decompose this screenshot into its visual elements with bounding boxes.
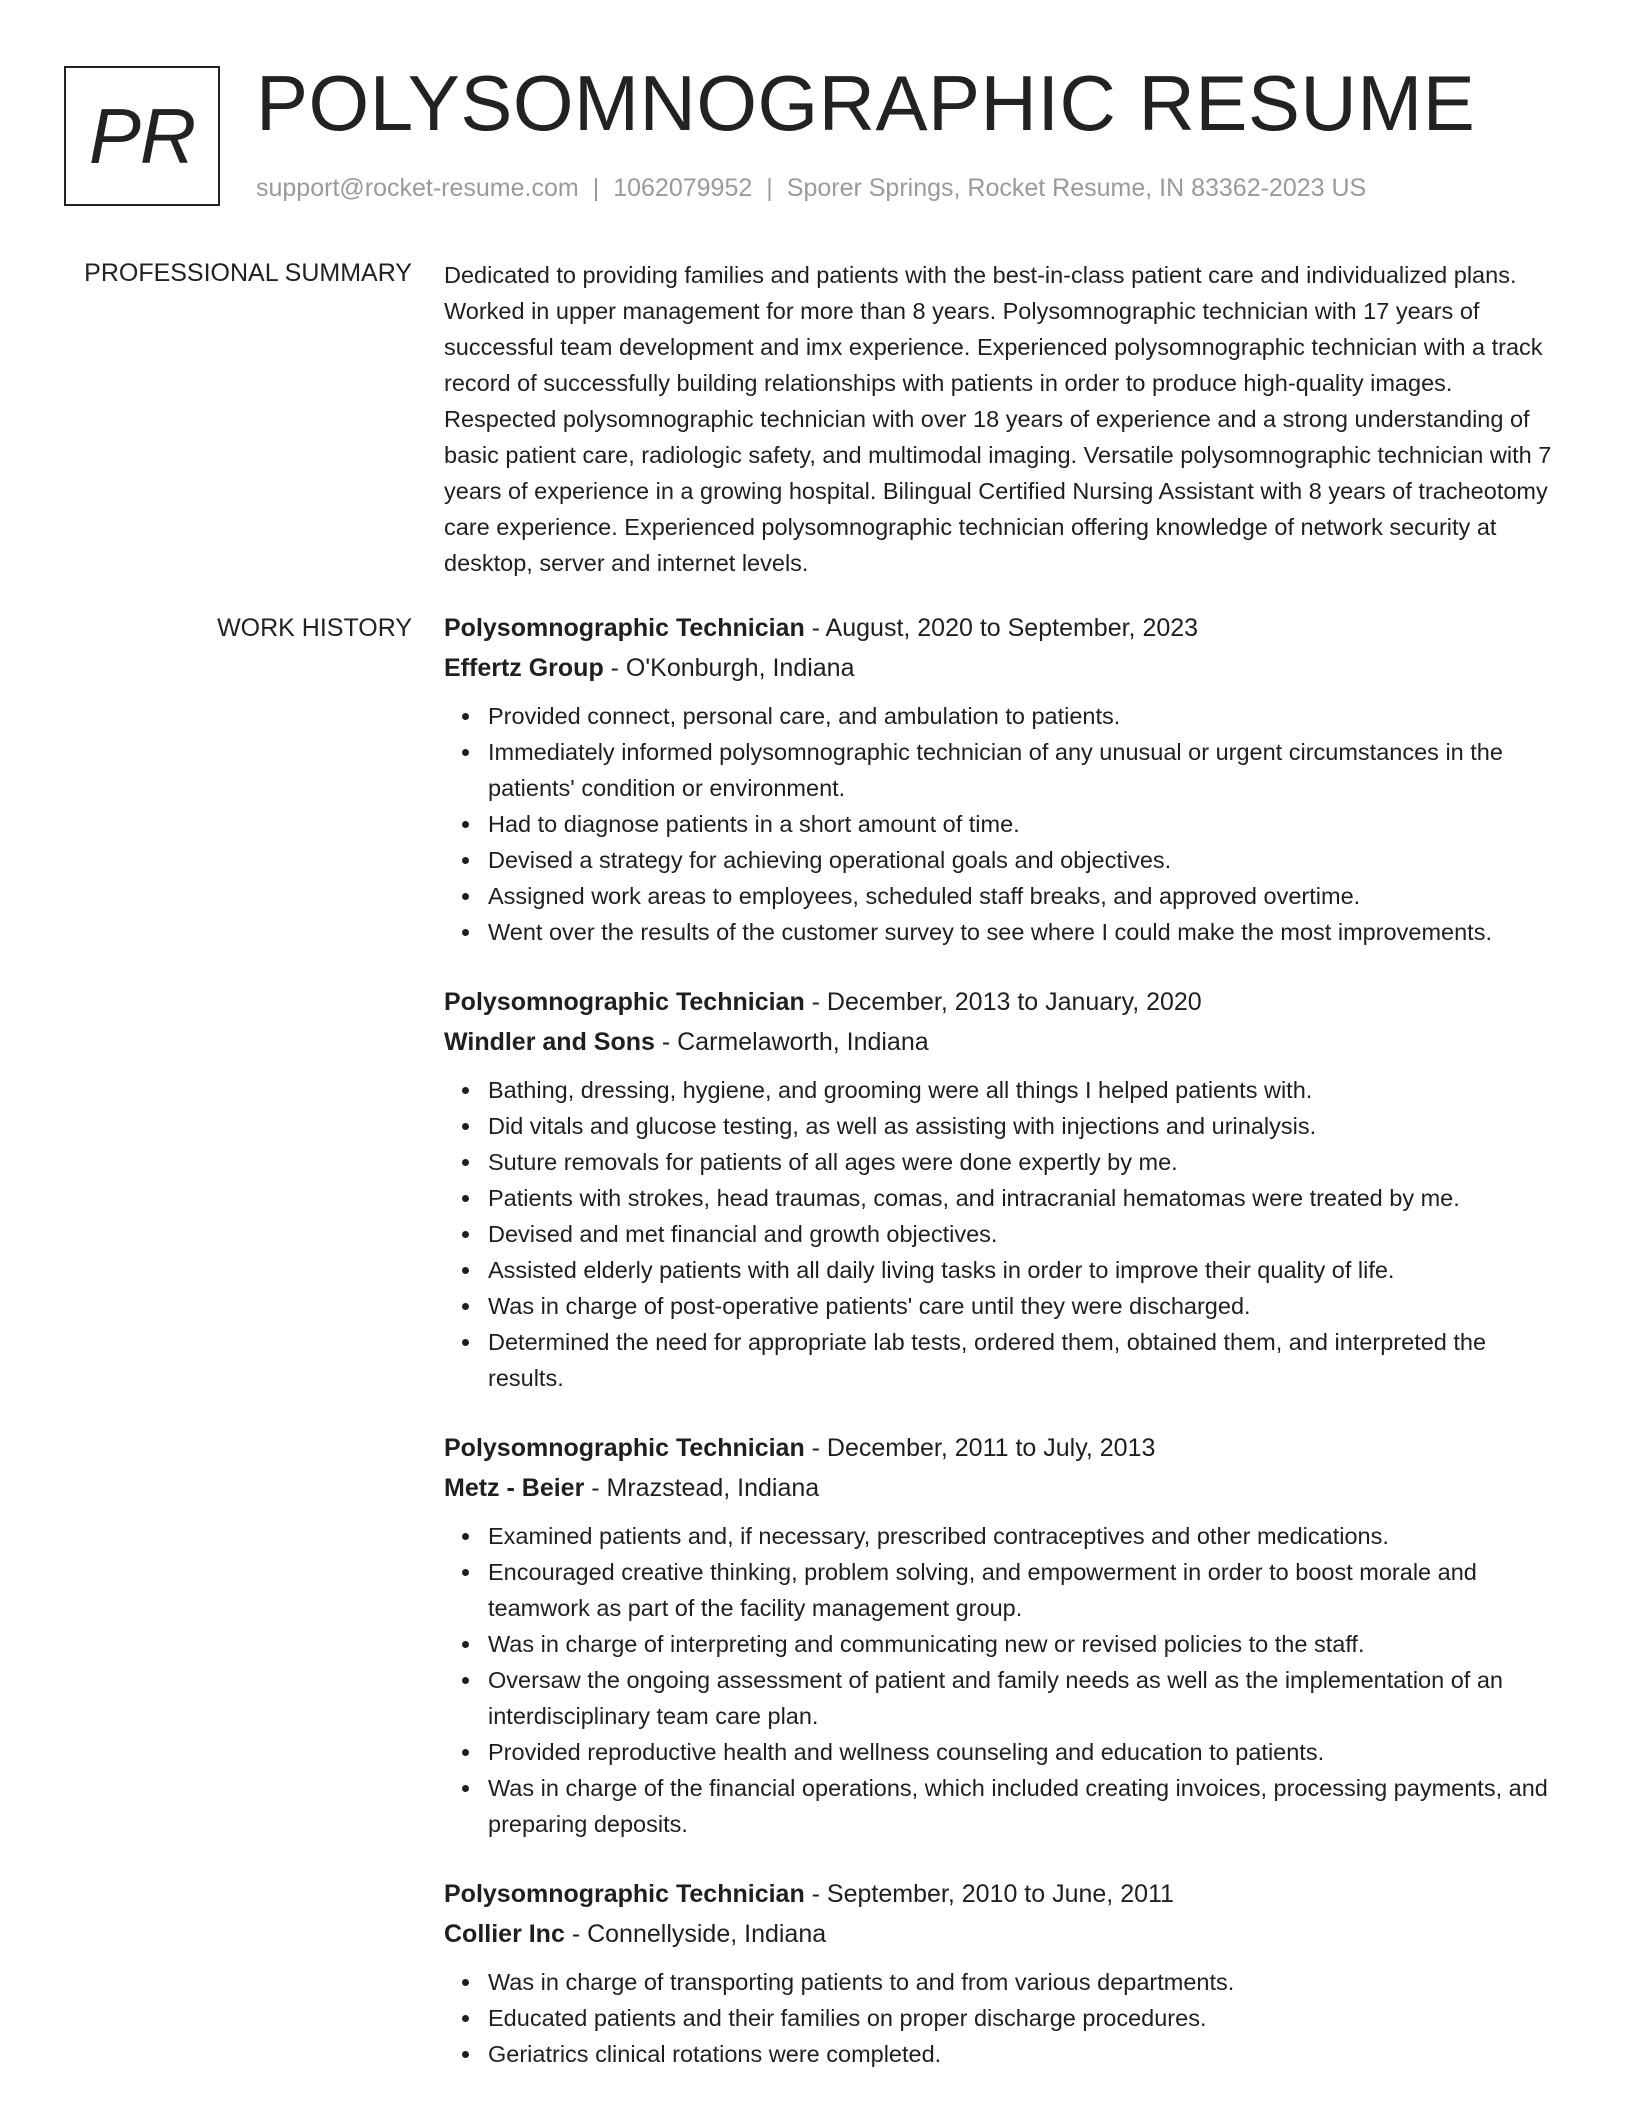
job-bullet: Patients with strokes, head traumas, comas, and intracranial hematomas were treated by me. (444, 1180, 1564, 1216)
section-label-work-history: WORK HISTORY (217, 614, 412, 642)
job-location: - Mrazstead, Indiana (584, 1474, 820, 1502)
job-bullet: Devised and met financial and growth objectives. (444, 1216, 1564, 1252)
job-bullet: Provided reproductive health and wellness counseling and education to patients. (444, 1734, 1564, 1770)
job-company-line (444, 1468, 1564, 1508)
job-title-line (444, 1428, 1564, 1468)
job-bullet: Was in charge of the financial operations, which included creating invoices, processing payments, and preparing deposits. (444, 1770, 1564, 1842)
job-bullet: Assigned work areas to employees, scheduled staff breaks, and approved overtime. (444, 878, 1564, 914)
contact-address: Sporer Springs, Rocket Resume, IN 83362-2023 US (786, 174, 1367, 202)
job-company-line (444, 1914, 1564, 1954)
job-bullet: Determined the need for appropriate lab tests, ordered them, obtained them, and interpreted the results. (444, 1324, 1564, 1396)
job-bullet: Assisted elderly patients with all daily living tasks in order to improve their quality of life. (444, 1252, 1564, 1288)
job-bullet-list (444, 1518, 1564, 1842)
job-title: Polysomnographic Technician (444, 614, 805, 642)
job-list (444, 608, 1564, 2072)
resume-title: POLYSOMNOGRAPHIC RESUME (256, 59, 1476, 147)
job-bullet: Suture removals for patients of all ages were done expertly by me. (444, 1144, 1564, 1180)
job-title-line (444, 608, 1564, 648)
contact-email[interactable]: support@rocket-resume.com (256, 174, 579, 202)
job-dates: - September, 2010 to June, 2011 (804, 1880, 1174, 1908)
job-bullet: Encouraged creative thinking, problem solving, and empowerment in order to boost morale and teamwork as part of the facility management group. (444, 1554, 1564, 1626)
summary-text: Dedicated to providing families and patients with the best-in-class patient care and individualized plans. Worked in upper management for more than 8 years. Polysomnographic technician with 17 years of successful team development and imx experience. Experienced polysomnographic technician with a track record of successfully building relationships with patients in order to produce high-quality images. Respected polysomnographic technician with over 18 years of experience and a strong understanding of basic patient care, radiologic safety, and multimodal imaging. Versatile polysomnographic technician with 7 years of experience in a growing hospital. Bilingual Certified Nursing Assistant with 8 years of tracheotomy care experience. Experienced polysomnographic technician offering knowledge of network security at desktop, server and internet levels. (444, 262, 1552, 576)
job-title: Polysomnographic Technician (444, 1434, 805, 1462)
contact-phone[interactable]: 1062079952 (613, 174, 753, 202)
job-company-line (444, 648, 1564, 688)
job-bullet: Had to diagnose patients in a short amount of time. (444, 806, 1564, 842)
job-location: - O'Konburgh, Indiana (603, 654, 855, 682)
job-bullet: Provided connect, personal care, and ambulation to patients. (444, 698, 1564, 734)
job-bullet: Examined patients and, if necessary, prescribed contraceptives and other medications. (444, 1518, 1564, 1554)
job-bullet: Oversaw the ongoing assessment of patient and family needs as well as the implementation of an interdisciplinary team care plan. (444, 1662, 1564, 1734)
job-bullet: Did vitals and glucose testing, as well as assisting with injections and urinalysis. (444, 1108, 1564, 1144)
job-bullet: Devised a strategy for achieving operational goals and objectives. (444, 842, 1564, 878)
job-bullet: Was in charge of interpreting and communicating new or revised policies to the staff. (444, 1626, 1564, 1662)
job-entry (444, 1874, 1564, 2072)
job-bullet: Geriatrics clinical rotations were completed. (444, 2036, 1564, 2072)
job-company: Metz - Beier (444, 1474, 585, 1502)
job-company: Windler and Sons (444, 1028, 655, 1056)
job-bullet: Went over the results of the customer survey to see where I could make the most improvements. (444, 914, 1564, 950)
job-location: - Carmelaworth, Indiana (654, 1028, 929, 1056)
job-dates: - December, 2011 to July, 2013 (804, 1434, 1156, 1462)
job-entry (444, 1428, 1564, 1842)
job-title: Polysomnographic Technician (444, 988, 805, 1016)
job-bullet: Bathing, dressing, hygiene, and grooming were all things I helped patients with. (444, 1072, 1564, 1108)
job-bullet: Was in charge of post-operative patients' care until they were discharged. (444, 1288, 1564, 1324)
job-title-line (444, 1874, 1564, 1914)
job-company-line (444, 1022, 1564, 1062)
contact-line (256, 174, 1366, 203)
work-history-section (444, 608, 1564, 2104)
job-dates: - December, 2013 to January, 2020 (804, 988, 1202, 1016)
job-bullet: Educated patients and their families on proper discharge procedures. (444, 2000, 1564, 2036)
section-label-summary: PROFESSIONAL SUMMARY (84, 259, 412, 287)
job-bullet-list (444, 698, 1564, 950)
job-title-line (444, 982, 1564, 1022)
job-bullet: Was in charge of transporting patients to and from various departments. (444, 1964, 1564, 2000)
job-company: Effertz Group (444, 654, 604, 682)
job-bullet: Immediately informed polysomnographic technician of any unusual or urgent circumstances in the patients' condition or environment. (444, 734, 1564, 806)
summary-section (444, 257, 1564, 581)
contact-separator: | (766, 174, 773, 202)
job-bullet-list (444, 1964, 1564, 2072)
job-company: Collier Inc (444, 1920, 565, 1948)
contact-separator: | (592, 174, 600, 202)
job-entry (444, 982, 1564, 1396)
job-location: - Connellyside, Indiana (564, 1920, 827, 1948)
monogram-badge: PR (64, 66, 220, 206)
job-title: Polysomnographic Technician (444, 1880, 805, 1908)
job-entry (444, 608, 1564, 950)
job-bullet-list (444, 1072, 1564, 1396)
job-dates: - August, 2020 to September, 2023 (804, 614, 1199, 642)
